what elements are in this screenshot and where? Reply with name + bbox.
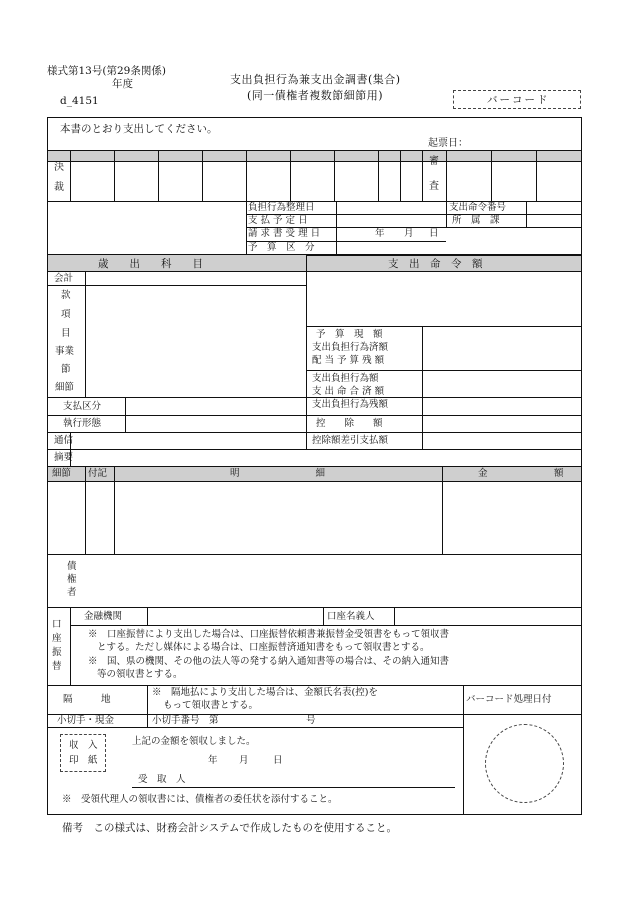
project-label: 事業 xyxy=(55,346,75,357)
deduction-label: 控 除 額 xyxy=(316,418,383,429)
detail-saisetsu-header: 細節 xyxy=(52,468,72,479)
transfer-note-2a: ※ 国、県の機関、その他の法人等の発する納入通知書等の場合は、その納入通知書 xyxy=(88,656,450,667)
barcode-label: バーコード xyxy=(487,94,550,106)
instruction-text: 本書のとおり支出してください。 xyxy=(60,123,218,135)
receipt-year: 年 xyxy=(208,755,218,766)
seal-circle xyxy=(485,724,564,803)
approval-header-band xyxy=(48,150,581,161)
commitment-balance-label: 支出負担行為残額 xyxy=(312,399,389,410)
moku-label: 目 xyxy=(61,328,71,339)
transfer-note-1b: とする。ただし媒体による場合は、口座振替済通知書をもって領収書とする。 xyxy=(97,642,430,653)
creditor-label-3: 者 xyxy=(67,587,77,598)
fiscal-year: 年度 xyxy=(112,78,133,90)
check-number-go: 号 xyxy=(306,715,316,726)
commitment-done-label: 支出負担行為済額 xyxy=(312,342,389,353)
order-total-label: 支 出 命 合 済 額 xyxy=(312,386,385,397)
decision-label-2: 裁 xyxy=(54,182,64,193)
order-number-label: 支出命令番号 xyxy=(449,202,507,213)
summary-label: 摘要 xyxy=(54,452,74,463)
receipt-month: 月 xyxy=(239,755,249,766)
net-payment-label: 控除額差引支払額 xyxy=(312,435,389,446)
order-header: 支 出 命 令 額 xyxy=(388,258,483,270)
pay-category-label: 支払区分 xyxy=(63,401,102,412)
invoice-day: 日 xyxy=(429,228,439,239)
barcode-box xyxy=(453,90,581,109)
budget-category-label: 予 算 区 分 xyxy=(248,242,315,253)
receipt-day: 日 xyxy=(273,755,283,766)
invoice-date-label: 請 求 書 受 理 日 xyxy=(248,228,321,239)
audit-label-2: 査 xyxy=(429,181,439,192)
department-label: 所 属 課 xyxy=(452,215,500,226)
transfer-note-1a: ※ 口座振替により支出した場合は、口座振替依頼書兼振替金受領書をもって領収書 xyxy=(88,629,450,640)
invoice-month: 月 xyxy=(404,228,414,239)
invoice-year: 年 xyxy=(375,228,385,239)
kou-label: 項 xyxy=(61,309,71,320)
check-cash-label: 小切手・現金 xyxy=(57,715,115,726)
account-label: 会計 xyxy=(54,273,74,284)
commitment-total-label: 支出負担行為額 xyxy=(312,373,379,384)
exec-form-label: 執行形態 xyxy=(63,418,102,429)
revenue-stamp-box xyxy=(60,734,106,772)
saisetsu-label: 細節 xyxy=(55,382,75,393)
currency-label: 通信 xyxy=(54,435,74,446)
setsu-label: 節 xyxy=(61,364,71,375)
commitment-date-label: 負担行為整理日 xyxy=(248,202,315,213)
detail-amount-header: 金 額 xyxy=(478,468,564,479)
receiver-label: 受 取 人 xyxy=(138,774,186,785)
stamp-label-2: 印 紙 xyxy=(69,755,98,766)
budget-current-label: 予 算 現 額 xyxy=(316,329,383,340)
receipt-note: ※ 受領代理人の領収書には、債権者の委任状を添付すること。 xyxy=(62,794,338,805)
voucher-date-label: 起票日： xyxy=(428,138,468,149)
check-number-label: 小切手番号 第 xyxy=(152,715,219,726)
remarks: 備考 この様式は、財務会計システムで作成したものを使用すること。 xyxy=(62,822,397,834)
transfer-label-4: 替 xyxy=(52,661,62,672)
expenditure-header: 歳 出 科 目 xyxy=(98,258,203,270)
decision-label-1: 決 xyxy=(54,162,64,173)
bank-label: 金融機関 xyxy=(84,611,123,622)
doc-id: d_4151 xyxy=(60,95,99,107)
form-subtitle: (同一債権者複数節細節用) xyxy=(247,89,384,102)
remote-note-b: もって領収書とする。 xyxy=(163,700,259,711)
transfer-label-2: 座 xyxy=(52,633,62,644)
kan-label: 款 xyxy=(61,290,71,301)
creditor-label-2: 権 xyxy=(67,574,77,585)
form-number: 様式第13号(第29条関係) xyxy=(47,65,166,77)
order-amount-box xyxy=(306,255,582,327)
barcode-date-label: バーコード処理日付 xyxy=(466,694,552,705)
account-holder-label: 口座名義人 xyxy=(327,611,375,622)
form-title: 支出負担行為兼支出金調書(集合) xyxy=(230,73,401,86)
creditor-label-1: 債 xyxy=(67,561,77,572)
remote-label: 隔 地 xyxy=(63,694,111,705)
allocation-balance-label: 配 当 予 算 残 額 xyxy=(312,355,385,366)
stamp-label-1: 収 入 xyxy=(69,740,98,751)
detail-meisai-header: 明 細 xyxy=(230,468,326,479)
remote-note-a: ※ 隔地払により支出した場合は、金額氏名表(控)を xyxy=(152,687,378,698)
received-text: 上記の金額を領収しました。 xyxy=(132,736,256,747)
transfer-note-2b: 等の領収書とする。 xyxy=(97,669,183,680)
transfer-label-3: 振 xyxy=(52,647,62,658)
transfer-label-1: 口 xyxy=(52,619,62,630)
payment-date-label: 支 払 予 定 日 xyxy=(248,215,308,226)
detail-fuki-header: 付記 xyxy=(88,468,108,479)
audit-label-1: 審 xyxy=(429,156,439,167)
